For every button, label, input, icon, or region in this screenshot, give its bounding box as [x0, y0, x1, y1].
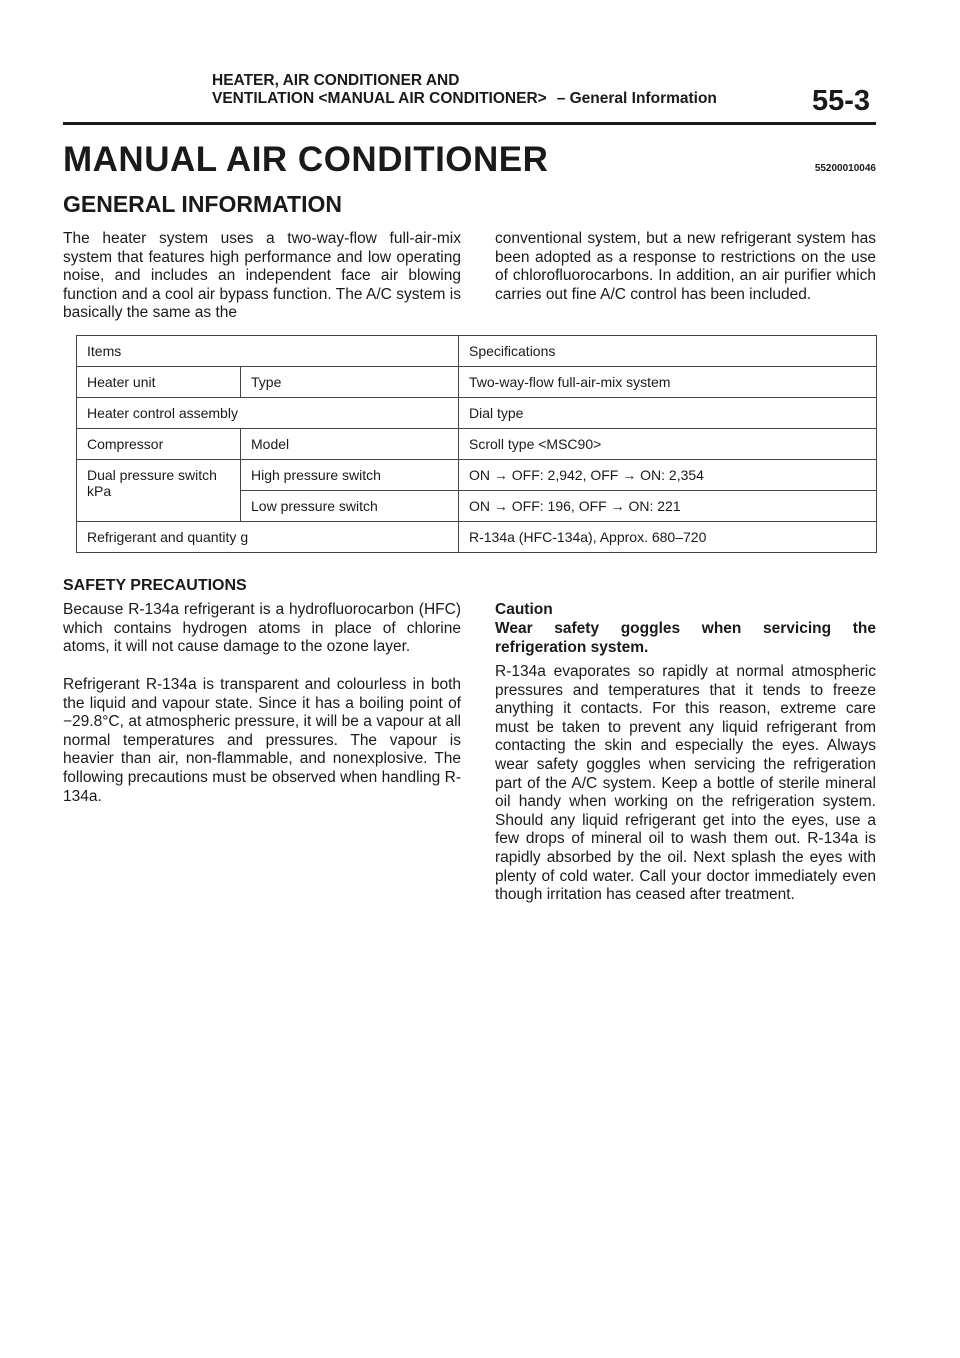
table-row — [77, 522, 877, 553]
intro-right-paragraph: conventional system, but a new refrigerant system has been adopted as a response to restrictions on the use of chlorofluorocarbons. In addition, an air purifier which carries out fine A/C control has been included. — [495, 230, 876, 303]
header-line-1: HEATER, AIR CONDITIONER AND — [212, 72, 460, 89]
header-chapter: VENTILATION <MANUAL AIR CONDITIONER> — [212, 90, 547, 107]
table-cell: Two-way-flow full-air-mix system — [459, 367, 877, 398]
page-title: MANUAL AIR CONDITIONER — [63, 140, 549, 179]
table-header-row — [77, 336, 877, 367]
table-cell: Dial type — [459, 398, 877, 429]
table-cell: Low pressure switch — [241, 491, 459, 522]
section-heading: GENERAL INFORMATION — [63, 191, 342, 217]
table-cell: ON → OFF: 2,942, OFF → ON: 2,354 — [459, 460, 877, 491]
table-row — [77, 367, 877, 398]
document-code: 55200010046 — [814, 163, 876, 174]
dual-switch-unit: kPa — [87, 483, 112, 499]
header-line-2 — [212, 90, 717, 108]
header-subtitle: – General Information — [556, 90, 717, 107]
table-cell: Model — [241, 429, 459, 460]
table-cell: Heater unit — [77, 367, 241, 398]
table-cell: Heater control assembly — [77, 398, 459, 429]
specifications-table — [76, 335, 877, 553]
table-row — [77, 429, 877, 460]
page-number: 55-3 — [811, 85, 870, 117]
dual-switch-label: Dual pressure switch — [87, 467, 217, 483]
table-cell — [77, 460, 241, 522]
table-cell: High pressure switch — [241, 460, 459, 491]
intro-left-paragraph: The heater system uses a two-way-flow full-air-mix system that features high performance and low operating noise, and includes an independent face air blowing function and a cool air bypass function. The A/C system is basically the same as the — [63, 230, 461, 322]
table-cell: Compressor — [77, 429, 241, 460]
table-row — [77, 398, 877, 429]
header-rule — [63, 122, 876, 125]
safety-heading: SAFETY PRECAUTIONS — [63, 577, 247, 594]
table-cell: ON → OFF: 196, OFF → ON: 221 — [459, 491, 877, 522]
running-header — [212, 72, 717, 108]
table-cell: Refrigerant and quantity g — [77, 522, 459, 553]
table-header-specifications: Specifications — [459, 336, 877, 367]
table-header-items: Items — [77, 336, 459, 367]
table-cell: R-134a (HFC-134a), Approx. 680–720 — [459, 522, 877, 553]
safety-paragraph-1: Because R-134a refrigerant is a hydrofluorocarbon (HFC) which contains hydrogen atoms in place of chlorine atoms, it will not cause damage to the ozone layer. — [63, 601, 461, 656]
table-cell: Scroll type <MSC90> — [459, 429, 877, 460]
safety-paragraph-2: Refrigerant R-134a is transparent and colourless in both the liquid and vapour state. Since it has a boiling point of −29.8°C, at atmospheric pressure, it will be a vapour at all normal temperatures and pressures. The vapour is heavier than air, non-flammable, and nonexplosive. The following precautions must be observed when handling R-134a. — [63, 676, 461, 805]
caution-text: Wear safety goggles when servicing the refrigeration system. — [495, 620, 876, 656]
table-row — [77, 460, 877, 491]
caution-title: Caution — [495, 601, 553, 618]
safety-paragraph-3: R-134a evaporates so rapidly at normal atmospheric pressures and temperatures that it tends to freeze anything it contacts. For this reason, extreme care must be taken to prevent any liquid refrigerant from contacting the skin and especially the eyes. Always wear safety goggles when servicing the refrigeration part of the A/C system. Keep a bottle of sterile mineral oil handy when working on the refrigeration system. Should any liquid refrigerant get into the eyes, use a few drops of mineral oil to wash them out. R-134a is rapidly absorbed by the oil. Next splash the eyes with plenty of cold water. Call your doctor immediately even though irritation has ceased after treatment. — [495, 663, 876, 904]
table-cell: Type — [241, 367, 459, 398]
